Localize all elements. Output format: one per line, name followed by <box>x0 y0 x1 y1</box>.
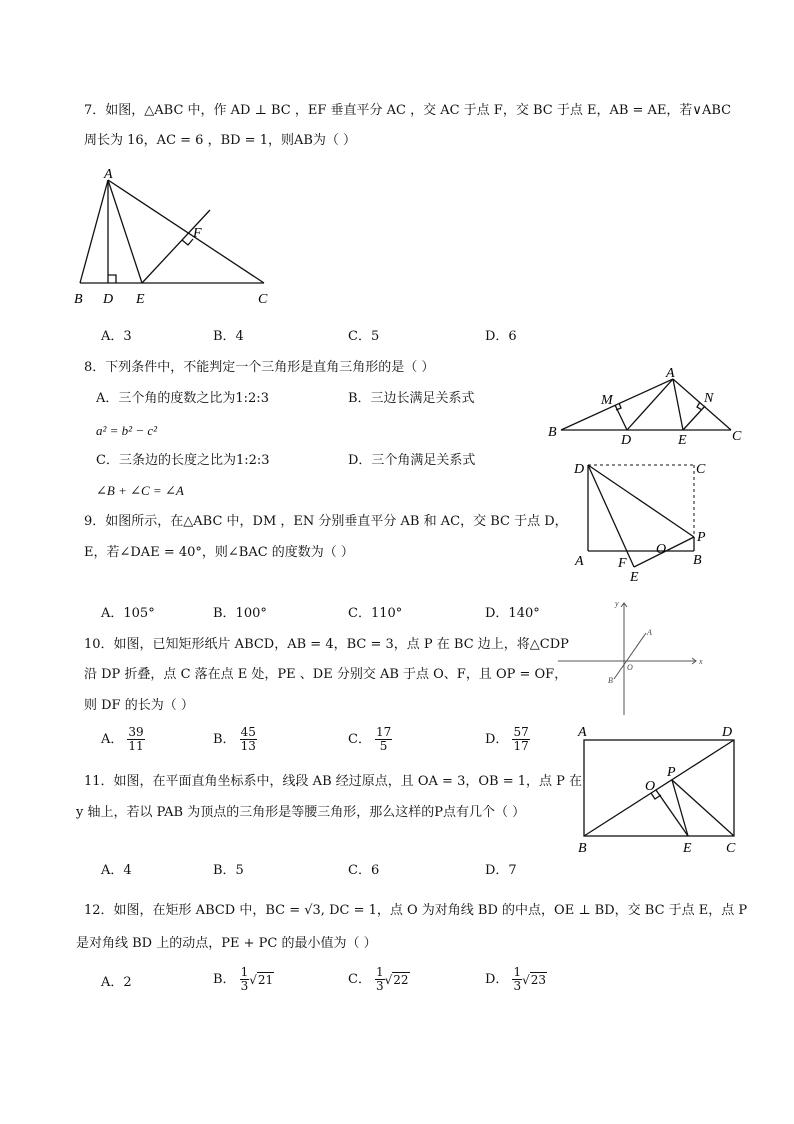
q10-option-a-fraction: $\frac{39}{11}$ <box>128 725 144 753</box>
q10-fig-label-D: D <box>574 462 585 477</box>
q10-option-a[interactable] <box>101 726 145 753</box>
q9-option-b[interactable]: B．100° <box>213 606 267 621</box>
q12-fig-label-O: O <box>645 779 656 794</box>
q8-option-a[interactable]: A．三个角的度数之比为1:2:3 <box>96 391 269 406</box>
q10-option-d-fraction: $\frac{57}{17}$ <box>513 725 529 753</box>
q12-option-b-label: B． <box>213 972 236 987</box>
q12-option-a[interactable]: A．2 <box>101 975 132 990</box>
q9-label-N: N <box>704 391 714 406</box>
q12-fig-label-C: C <box>726 841 736 856</box>
q10-option-d[interactable] <box>485 726 530 753</box>
q12-stem-line1: 12．如图，在矩形 ABCD 中，BC = √3, DC = 1，点 O 为对角线 BD 的中点，OE ⊥ BD，交 BC 于点 E，点 P <box>84 903 748 918</box>
q7-label-B: B <box>74 292 83 307</box>
q7-label-D: D <box>103 292 114 307</box>
q9-option-a[interactable]: A．105° <box>101 606 155 621</box>
q7-label-C: C <box>258 292 268 307</box>
q11-label-A: A <box>647 628 652 637</box>
q9-stem-line2: E，若∠DAE = 40°，则∠BAC 的度数为（ ） <box>84 545 354 560</box>
q9-label-B: B <box>548 425 557 440</box>
q10-option-c[interactable] <box>348 726 392 753</box>
q11-option-a[interactable]: A．4 <box>101 863 132 878</box>
q9-label-A: A <box>666 366 675 381</box>
q8-option-d-formula: ∠B + ∠C = ∠A <box>96 483 184 498</box>
q8-option-b-formula: a² = b² − c² <box>96 423 158 438</box>
q7-figure <box>72 165 282 310</box>
q10-stem-line3: 则 DF 的长为（ ） <box>84 698 194 713</box>
q10-option-b-fraction: $\frac{45}{13}$ <box>240 725 256 753</box>
q10-fig-label-B: B <box>693 553 702 568</box>
q7-option-b[interactable]: B．4 <box>213 329 244 344</box>
q10-option-a-label: A． <box>101 732 124 747</box>
q10-figure <box>570 455 720 585</box>
q12-option-b-radical: √21 <box>249 972 274 987</box>
q10-fig-label-A: A <box>575 554 584 569</box>
q11-stem-line1: 11．如图，在平面直角坐标系中，线段 AB 经过原点，且 OA = 3，OB = 1，点 P 在 <box>84 774 583 789</box>
q10-fig-label-P: P <box>697 530 706 545</box>
q8-option-b[interactable]: B．三边长满足关系式 <box>348 391 475 406</box>
q7-stem-line1: 7．如图，△ABC 中，作 AD ⊥ BC ，EF 垂直平分 AC ，交 AC 于点 F，交 BC 于点 E，AB = AE，若∨ABC <box>84 103 732 118</box>
q12-fig-label-B: B <box>578 841 587 856</box>
q9-label-C: C <box>732 429 742 444</box>
q12-option-c-label: C． <box>348 972 371 987</box>
q10-stem-line1: 10．如图，已知矩形纸片 ABCD，AB = 4，BC = 3，点 P 在 BC 边上，将△CDP <box>84 637 569 652</box>
q11-figure <box>556 597 710 717</box>
q10-fig-label-O: O <box>656 542 667 557</box>
q10-fig-label-E: E <box>630 570 639 585</box>
q12-fig-label-A: A <box>578 725 587 740</box>
q12-option-c[interactable] <box>348 966 410 993</box>
q9-figure <box>545 364 755 446</box>
q12-option-c-radical: √22 <box>384 972 409 987</box>
q9-label-M: M <box>601 393 613 408</box>
q12-fig-label-E: E <box>683 841 692 856</box>
q11-stem-line2: y 轴上，若以 PAB 为顶点的三角形是等腰三角形，那么这样的P点有几个（ ） <box>76 805 526 820</box>
q10-fig-label-C: C <box>696 462 706 477</box>
q11-label-y: y <box>615 599 619 608</box>
q7-label-E: E <box>136 292 145 307</box>
q8-option-d[interactable]: D．三个角满足关系式 <box>348 453 476 468</box>
q11-label-O: O <box>627 663 633 672</box>
q11-label-x: x <box>699 657 703 666</box>
q9-label-D: D <box>621 433 632 446</box>
q7-label-F: F <box>193 226 202 241</box>
q8-stem: 8．下列条件中，不能判定一个三角形是直角三角形的是（ ） <box>84 360 435 375</box>
q9-stem-line1: 9．如图所示，在△ABC 中，DM ，EN 分别垂直平分 AB 和 AC，交 BC 于点 D， <box>84 514 568 529</box>
q7-option-a[interactable]: A．3 <box>101 329 132 344</box>
q7-option-c[interactable]: C．5 <box>348 329 380 344</box>
q11-option-c[interactable]: C．6 <box>348 863 380 878</box>
q10-option-c-fraction: $\frac{17}{5}$ <box>375 725 392 753</box>
q9-option-c[interactable]: C．110° <box>348 606 403 621</box>
q12-option-d[interactable] <box>485 966 547 993</box>
q12-option-d-radical: √23 <box>522 972 547 987</box>
q10-option-d-label: D． <box>485 732 509 747</box>
q9-option-d[interactable]: D．140° <box>485 606 540 621</box>
q10-option-b-label: B． <box>213 732 236 747</box>
q12-fig-label-P: P <box>667 765 676 780</box>
q12-option-d-fraction: $\frac{1}{3}$ <box>513 965 522 993</box>
q10-fig-label-F: F <box>618 556 627 571</box>
q11-option-b[interactable]: B．5 <box>213 863 244 878</box>
q12-option-b[interactable] <box>213 966 274 993</box>
q10-stem-line2: 沿 DP 折叠，点 C 落在点 E 处，PE 、DE 分别交 AB 于点 O、F，且 OP = OF， <box>84 667 568 682</box>
q9-label-E: E <box>678 433 687 446</box>
q11-option-d[interactable]: D．7 <box>485 863 517 878</box>
q10-option-c-label: C． <box>348 732 371 747</box>
q7-stem-line2: 周长为 16，AC = 6 ，BD = 1，则AB为（ ） <box>84 133 357 148</box>
q8-option-c[interactable]: C．三条边的长度之比为1:2:3 <box>96 453 270 468</box>
q12-option-d-label: D． <box>485 972 509 987</box>
q12-option-c-fraction: $\frac{1}{3}$ <box>375 965 384 993</box>
q12-stem-line2: 是对角线 BD 上的动点，PE + PC 的最小值为（ ） <box>76 936 377 951</box>
q12-figure <box>572 718 752 858</box>
q11-label-B: B <box>608 676 613 685</box>
q12-fig-label-D: D <box>722 725 733 740</box>
q10-option-b[interactable] <box>213 726 257 753</box>
q7-label-A: A <box>104 167 113 182</box>
q12-option-b-fraction: $\frac{1}{3}$ <box>240 965 249 993</box>
q7-option-d[interactable]: D．6 <box>485 329 517 344</box>
